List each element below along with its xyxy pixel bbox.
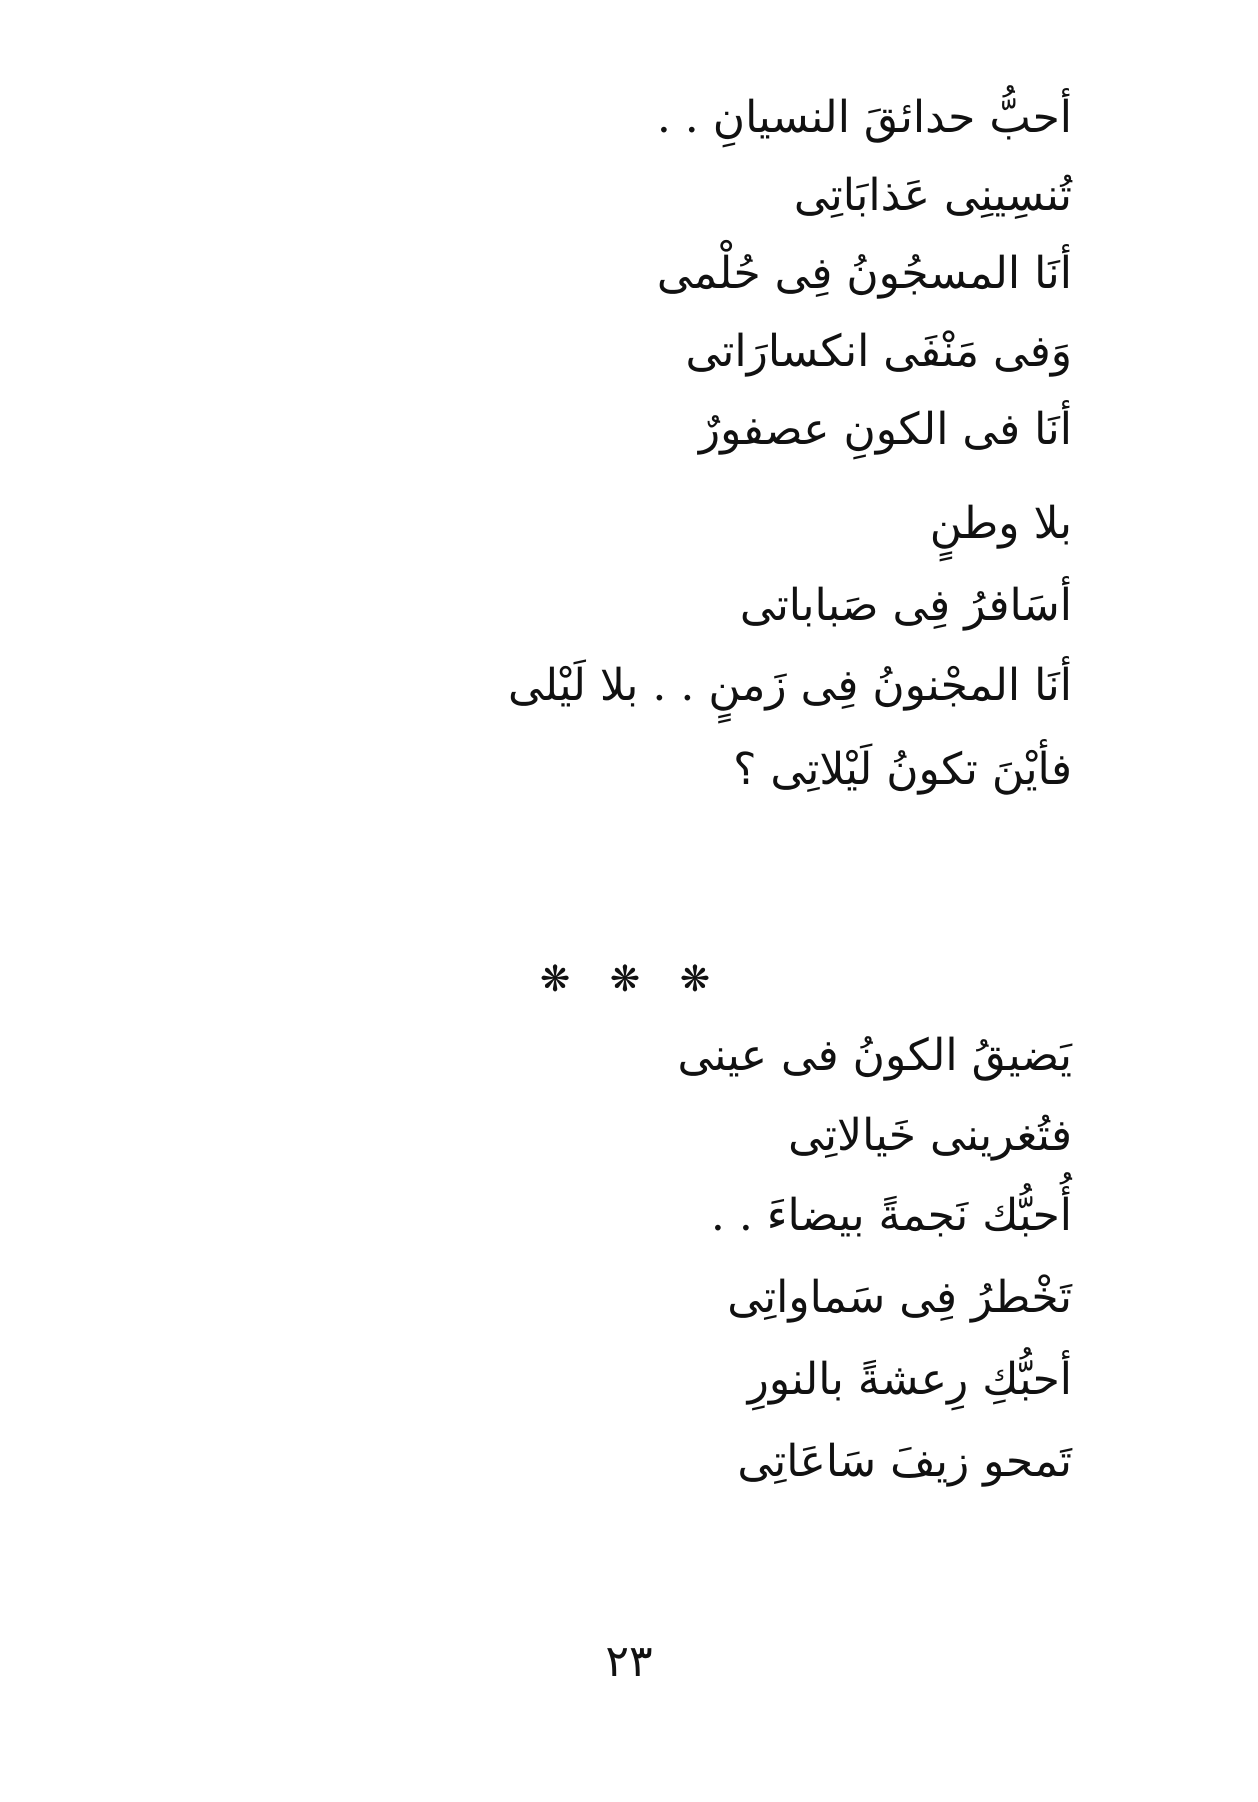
verse-line: وَفى مَنْفَى انكسارَاتى <box>685 326 1072 377</box>
verse-line: يَضيقُ الكونُ فى عينى <box>677 1030 1072 1081</box>
verse-line: أسَافرُ فِى صَباباتى <box>739 580 1072 631</box>
verse-line: أُحبُّك نَجمةً بيضاءَ . . <box>710 1190 1072 1241</box>
verse-line: تَخْطرُ فِى سَماواتِى <box>727 1272 1072 1323</box>
asterisk-ornament: ❋ <box>679 959 710 1000</box>
verse-line: فأيْنَ تكونُ لَيْلاتِى ؟ <box>733 744 1072 795</box>
asterisk-ornament: ❋ <box>540 959 571 1000</box>
verse-line: بلا وطنٍ <box>929 498 1072 549</box>
verse-line: أنَا فى الكونِ عصفورٌ <box>698 404 1072 455</box>
verse-line: أحبُّ حدائقَ النسيانِ . . <box>656 92 1072 143</box>
verse-line: أحبُّكِ رِعشةً بالنورِ <box>747 1354 1072 1405</box>
verse-line: تَمحو زيفَ سَاعَاتِى <box>737 1436 1072 1487</box>
page-number: ٢٣ <box>605 1636 653 1687</box>
verse-line: فتُغرينى خَيالاتِى <box>788 1110 1072 1161</box>
asterisk-ornament: ❋ <box>609 959 641 1000</box>
verse-line: أنَا المسجُونُ فِى حُلْمى <box>656 248 1072 299</box>
stanza-separator <box>540 959 710 1000</box>
verse-line: أنَا المجْنونُ فِى زَمنٍ . . بلا لَيْلى <box>508 660 1072 711</box>
verse-line: تُنسِينِى عَذابَاتِى <box>793 170 1072 221</box>
